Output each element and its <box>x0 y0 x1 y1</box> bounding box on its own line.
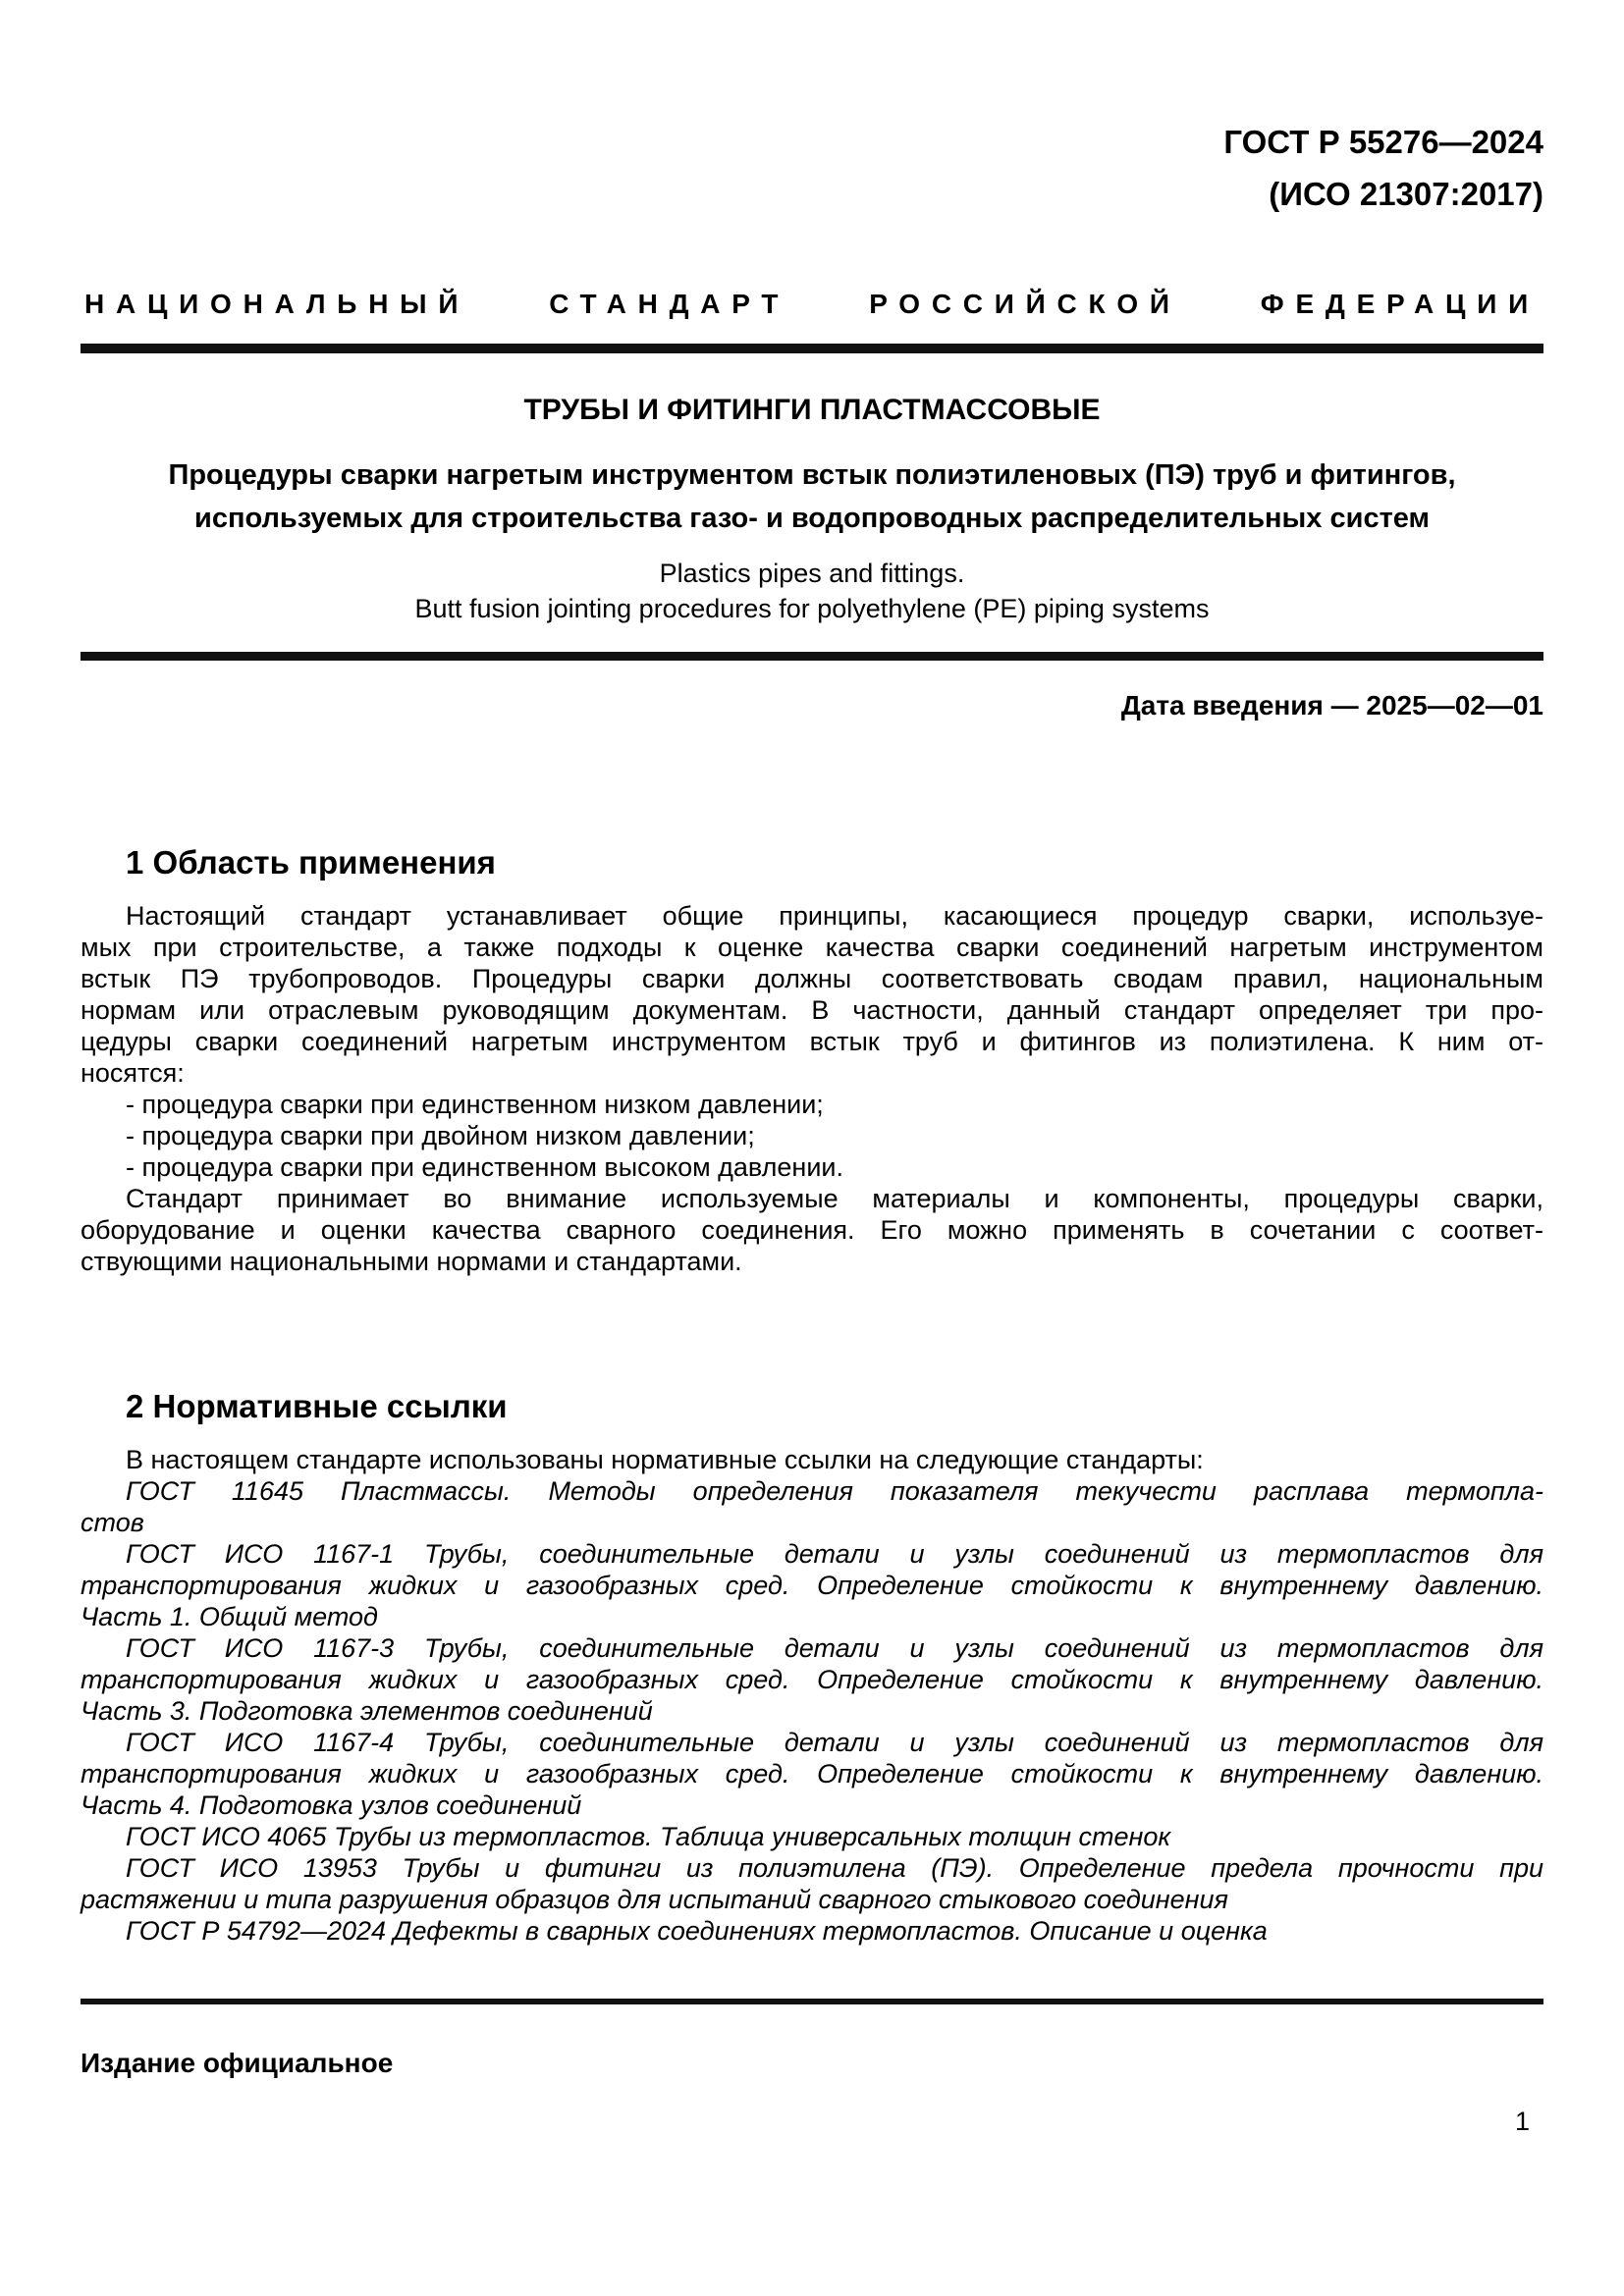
top-horizontal-rule <box>81 344 1543 353</box>
title-english <box>81 556 1543 626</box>
paragraph-line: Часть 3. Подготовка элементов соединений <box>81 1696 653 1726</box>
paragraph-line: ствующими национальными нормами и стандартами. <box>81 1247 742 1276</box>
paragraph <box>81 1183 1543 1277</box>
page-number: 1 <box>1514 2107 1530 2136</box>
section <box>81 843 1543 1277</box>
edition-note: Издание официальное <box>81 2048 394 2078</box>
paragraph-line: ГОСТ ИСО 1167-4 Трубы, соединительные детали и узлы соединений из термопластов для <box>126 1728 1543 1757</box>
paragraph <box>81 1475 1543 1538</box>
paragraph-line: Часть 4. Подготовка узлов соединений <box>81 1790 582 1820</box>
list-item: - процедура сварки при единственном высоком давлении. <box>126 1152 844 1182</box>
paragraph-line: транспортирования жидких и газообразных сред. Определение стойкости к внутреннему давлению. <box>81 1665 1543 1694</box>
paragraph-line: встык ПЭ трубопроводов. Процедуры сварки должны соответствовать сводам правил, национальным <box>81 964 1543 993</box>
paragraph-line: транспортирования жидких и газообразных сред. Определение стойкости к внутреннему давлению. <box>81 1759 1543 1789</box>
paragraph <box>81 1538 1543 1632</box>
paragraph-line: стов <box>81 1508 144 1537</box>
title-bottom-horizontal-rule <box>81 652 1543 661</box>
paragraph-line: мых при строительстве, а также подходы к оценке качества сварки соединений нагретым инструментом <box>81 933 1543 962</box>
paragraph-line: ГОСТ ИСО 4065 Трубы из термопластов. Таблица универсальных толщин стенок <box>126 1822 1171 1851</box>
paragraph-line: ГОСТ Р 54792—2024 Дефекты в сварных соединениях термопластов. Описание и оценка <box>126 1916 1268 1946</box>
section <box>81 1387 1543 1947</box>
section-heading: 1 Область применения <box>126 844 496 881</box>
list-item: - процедура сварки при единственном низком давлении; <box>126 1090 824 1119</box>
effective-date: Дата введения — 2025—02—01 <box>1120 690 1543 721</box>
doc-code-line2: (ИСО 21307:2017) <box>1269 176 1543 212</box>
title-ru-subtitle <box>81 454 1543 540</box>
doc-code <box>81 116 1543 220</box>
paragraph-line: цедуры сварки соединений нагретым инструментом встык труб и фитингов из полиэтилена. К ним от- <box>81 1027 1543 1056</box>
paragraph <box>81 1727 1543 1821</box>
paragraph-line: растяжении и типа разрушения образцов для испытаний сварного стыкового соединения <box>81 1885 1228 1914</box>
paragraph <box>81 1632 1543 1727</box>
paragraph-line: нормам или отраслевым руководящим документам. В частности, данный стандарт определяет три про- <box>81 995 1543 1025</box>
title-english-line2: Butt fusion jointing procedures for polyethylene (PE) piping systems <box>414 594 1210 623</box>
paragraph <box>81 1852 1543 1915</box>
paragraph-line: носятся: <box>81 1058 185 1088</box>
paragraph-line: ГОСТ ИСО 13953 Трубы и фитинги из полиэтилена (ПЭ). Определение предела прочности при <box>126 1853 1543 1883</box>
paragraph-line: В настоящем стандарте использованы нормативные ссылки на следующие стандарты: <box>126 1445 1204 1474</box>
paragraph <box>81 1444 1543 1475</box>
paragraph-line: ГОСТ ИСО 1167-3 Трубы, соединительные детали и узлы соединений из термопластов для <box>126 1633 1543 1663</box>
title-english-line1: Plastics pipes and fittings. <box>659 559 965 588</box>
paragraph-line: транспортирования жидких и газообразных сред. Определение стойкости к внутреннему давлению. <box>81 1571 1543 1600</box>
title-ru-subtitle-line1: Процедуры сварки нагретым инструментом встык полиэтиленовых (ПЭ) труб и фитингов, <box>168 459 1456 491</box>
paragraph <box>81 1821 1543 1852</box>
footer-horizontal-rule <box>81 1999 1543 2004</box>
sections-container <box>81 843 1543 1947</box>
paragraph-line: Стандарт принимает во внимание используемые материалы и компоненты, процедуры сварки, <box>126 1184 1543 1213</box>
paragraph-line: ГОСТ ИСО 1167-1 Трубы, соединительные детали и узлы соединений из термопластов для <box>126 1539 1543 1569</box>
paragraph-line: Часть 1. Общий метод <box>81 1602 378 1631</box>
section-heading: 2 Нормативные ссылки <box>126 1388 508 1424</box>
paragraph-line: Настоящий стандарт устанавливает общие принципы, касающиеся процедур сварки, используе- <box>126 901 1543 931</box>
title-ru-subtitle-line2: используемых для строительства газо- и водопроводных распределительных систем <box>194 503 1430 534</box>
doc-code-line1: ГОСТ Р 55276—2024 <box>1223 124 1543 160</box>
standard-type-heading: НАЦИОНАЛЬНЫЙ СТАНДАРТ РОССИЙСКОЙ ФЕДЕРАЦИИ <box>84 289 1540 319</box>
paragraph-line: ГОСТ 11645 Пластмассы. Методы определения показателя текучести расплава термопла- <box>126 1476 1543 1506</box>
list-item: - процедура сварки при двойном низком давлении; <box>126 1121 755 1150</box>
paragraph <box>81 1915 1543 1947</box>
title-ru-main: ТРУБЫ И ФИТИНГИ ПЛАСТМАССОВЫЕ <box>523 394 1101 426</box>
paragraph <box>81 900 1543 1089</box>
paragraph-line: оборудование и оценки качества сварного соединения. Его можно применять в сочетании с соответ- <box>81 1215 1543 1245</box>
